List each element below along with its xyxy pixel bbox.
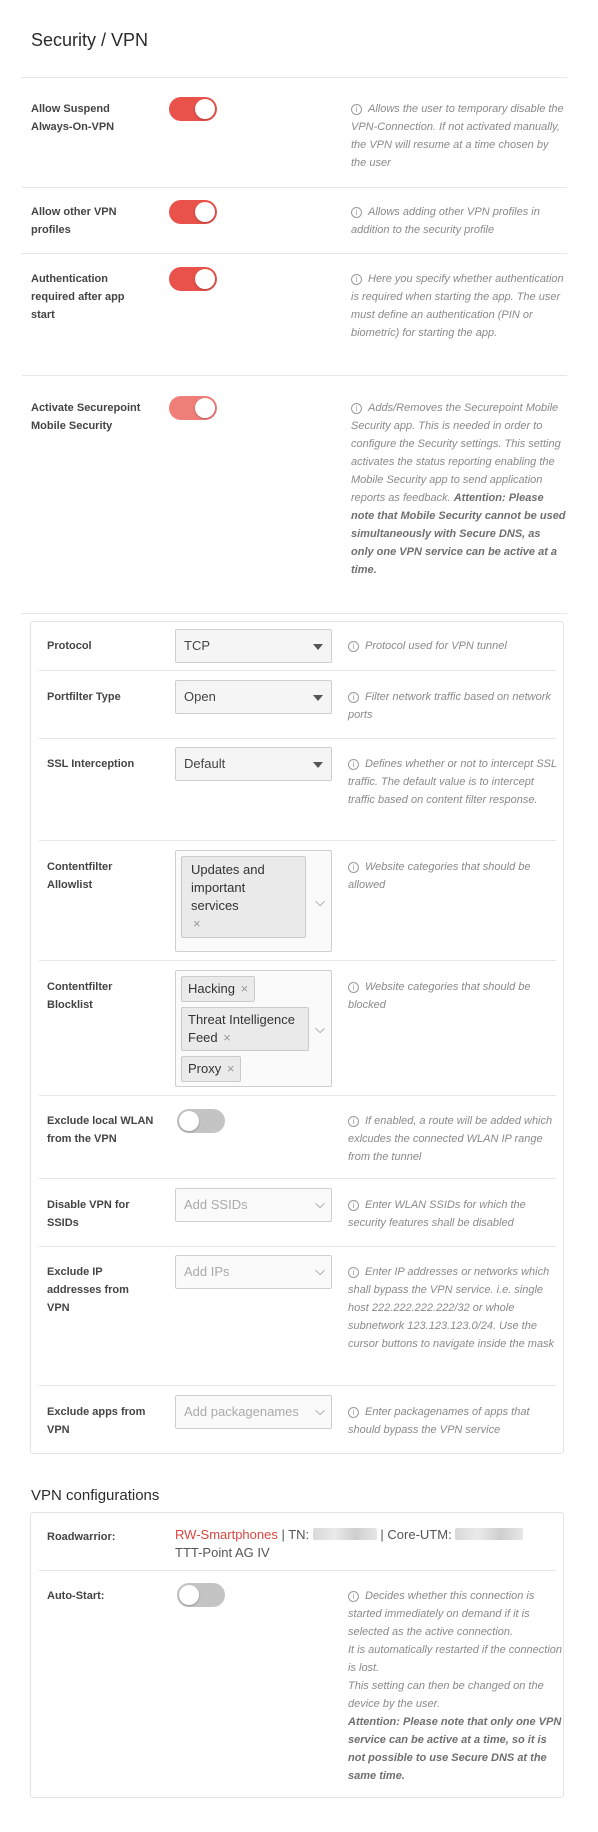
divider [39, 738, 556, 739]
allowlist-tag: Updates and important services × [181, 856, 306, 938]
divider [22, 77, 567, 78]
info-icon: i [351, 274, 362, 285]
info-icon: i [351, 403, 362, 414]
divider [39, 670, 556, 671]
protocol-label: Protocol [47, 640, 92, 652]
allowlist-label: Contentfilter Allowlist [47, 861, 113, 891]
setting-label-suspend: Allow Suspend Always-On-VPN [31, 103, 115, 133]
divider [22, 375, 567, 376]
info-icon: i [348, 862, 359, 873]
other-profiles-help: i Allows adding other VPN profiles in addition to the security profile [351, 206, 540, 236]
divider [39, 960, 556, 961]
exclude-wlan-label: Exclude local WLAN from the VPN [47, 1115, 154, 1145]
ssl-help: i Defines whether or not to intercept SSL traffic. The default value is to intercept traffic based on content filter response. [348, 758, 557, 806]
exclude-ips-help: i Enter IP addresses or networks which shall bypass the VPN service. i.e. single host 222.222.222.222/32 or whole subnetwork 123.123.123.0/24. Use the cursor buttons to navigate inside the mask [348, 1266, 555, 1350]
divider [39, 840, 556, 841]
divider [39, 1570, 556, 1571]
setting-label-mobile-security: Activate Securepoint Mobile Security [31, 402, 141, 432]
page-title: Security / VPN [31, 30, 149, 50]
exclude-apps-label: Exclude apps from VPN [47, 1406, 146, 1436]
blocklist-tag: Hacking × [181, 976, 255, 1002]
divider [22, 187, 567, 188]
blocklist-multiselect[interactable] [175, 970, 332, 1087]
info-icon: i [348, 1591, 359, 1602]
divider [39, 1095, 556, 1096]
protocol-select[interactable]: TCP [175, 629, 332, 663]
autostart-toggle[interactable] [177, 1583, 225, 1607]
roadwarrior-label: Roadwarrior: [47, 1531, 116, 1543]
ips-input[interactable]: Add IPs ⌵ [175, 1255, 332, 1289]
exclude-wlan-toggle[interactable] [177, 1109, 225, 1133]
other-profiles-toggle[interactable] [169, 200, 217, 224]
allowlist-help: i Website categories that should be allowed [348, 861, 531, 891]
chevron-down-icon: ⌵ [315, 1403, 325, 1418]
mobile-security-toggle[interactable] [169, 396, 217, 420]
info-icon: i [348, 692, 359, 703]
redacted-tn [313, 1528, 377, 1540]
remove-tag-icon[interactable]: × [193, 916, 201, 931]
blocklist-tag: Proxy × [181, 1056, 241, 1082]
suspend-help: i Allows the user to temporary disable the VPN-Connection. If not activated manually, the VPN will resume at a time chosen by the user [351, 103, 564, 169]
chevron-down-icon: ⌵ [315, 1021, 325, 1036]
info-icon: i [348, 641, 359, 652]
caret-down-icon [313, 762, 323, 768]
exclude-wlan-help: i If enabled, a route will be added which exlcudes the connected WLAN IP range from the tunnel [348, 1115, 553, 1163]
divider [22, 253, 567, 254]
setting-label-other-profiles: Allow other VPN profiles [31, 206, 117, 236]
autostart-label: Auto-Start: [47, 1590, 105, 1602]
info-icon: i [348, 759, 359, 770]
blocklist-label: Contentfilter Blocklist [47, 981, 113, 1011]
chevron-down-icon: ⌵ [315, 894, 325, 909]
auth-help: i Here you specify whether authentication is required when starting the app. The user must define an authentication (PIN or biometric) for starting the app. [351, 273, 564, 339]
info-icon: i [348, 982, 359, 993]
auth-toggle[interactable] [169, 267, 217, 291]
roadwarrior-link[interactable]: RW-Smartphones [175, 1527, 278, 1542]
disable-ssids-help: i Enter WLAN SSIDs for which the security features shall be disabled [348, 1199, 526, 1229]
info-icon: i [348, 1200, 359, 1211]
divider [39, 1246, 556, 1247]
allowlist-multiselect[interactable] [175, 850, 332, 952]
apps-input[interactable]: Add packagenames ⌵ [175, 1395, 332, 1429]
exclude-ips-label: Exclude IP addresses from VPN [47, 1266, 129, 1314]
mobile-security-help: i Adds/Removes the Securepoint Mobile Security app. This is needed in order to configure the Security settings. This setting activates the status reporting enabling the Mobile Security app to send application reports as feedback. Attention: Please note that Mobile Security cannot be used simultaneously with Secure DNS, as only one VPN service can be active at a time. [351, 402, 566, 576]
remove-tag-icon[interactable]: × [226, 1061, 235, 1076]
disable-ssids-label: Disable VPN for SSIDs [47, 1199, 130, 1229]
chevron-down-icon: ⌵ [315, 1263, 325, 1278]
ssl-select[interactable]: Default [175, 747, 332, 781]
divider [22, 613, 567, 614]
roadwarrior-info: RW-Smartphones | TN: | Core-UTM: TTT-Point AG IV [175, 1526, 545, 1562]
ssl-label: SSL Interception [47, 758, 135, 770]
remove-tag-icon[interactable]: × [223, 1030, 231, 1045]
info-icon: i [348, 1407, 359, 1418]
portfilter-label: Portfilter Type [47, 691, 121, 703]
exclude-apps-help: i Enter packagenames of apps that should bypass the VPN service [348, 1406, 530, 1436]
blocklist-tag: Threat Intelligence Feed × [181, 1007, 309, 1051]
vpn-config-title: VPN configurations [31, 1487, 160, 1504]
ssids-input[interactable]: Add SSIDs ⌵ [175, 1188, 332, 1222]
portfilter-help: i Filter network traffic based on network ports [348, 691, 551, 721]
redacted-core-utm [455, 1528, 523, 1540]
portfilter-select[interactable]: Open [175, 680, 332, 714]
divider [39, 1385, 556, 1386]
info-icon: i [351, 104, 362, 115]
info-icon: i [348, 1267, 359, 1278]
blocklist-help: i Website categories that should be blocked [348, 981, 531, 1011]
info-icon: i [348, 1116, 359, 1127]
setting-label-auth: Authentication required after app start [31, 273, 125, 321]
suspend-toggle[interactable] [169, 97, 217, 121]
caret-down-icon [313, 695, 323, 701]
chevron-down-icon: ⌵ [315, 1196, 325, 1211]
autostart-help: i Decides whether this connection is started immediately on demand if it is selected as the active connection. It is automatically restarted if the connection is lost. This setting can then be changed on the device by the user. Attention: Please note that only one VPN service can be active at a time, so it is not possible to use Secure DNS at the same time. [348, 1590, 562, 1782]
remove-tag-icon[interactable]: × [240, 981, 249, 996]
info-icon: i [351, 207, 362, 218]
protocol-help: i Protocol used for VPN tunnel [348, 637, 563, 655]
caret-down-icon [313, 644, 323, 650]
divider [39, 1178, 556, 1179]
